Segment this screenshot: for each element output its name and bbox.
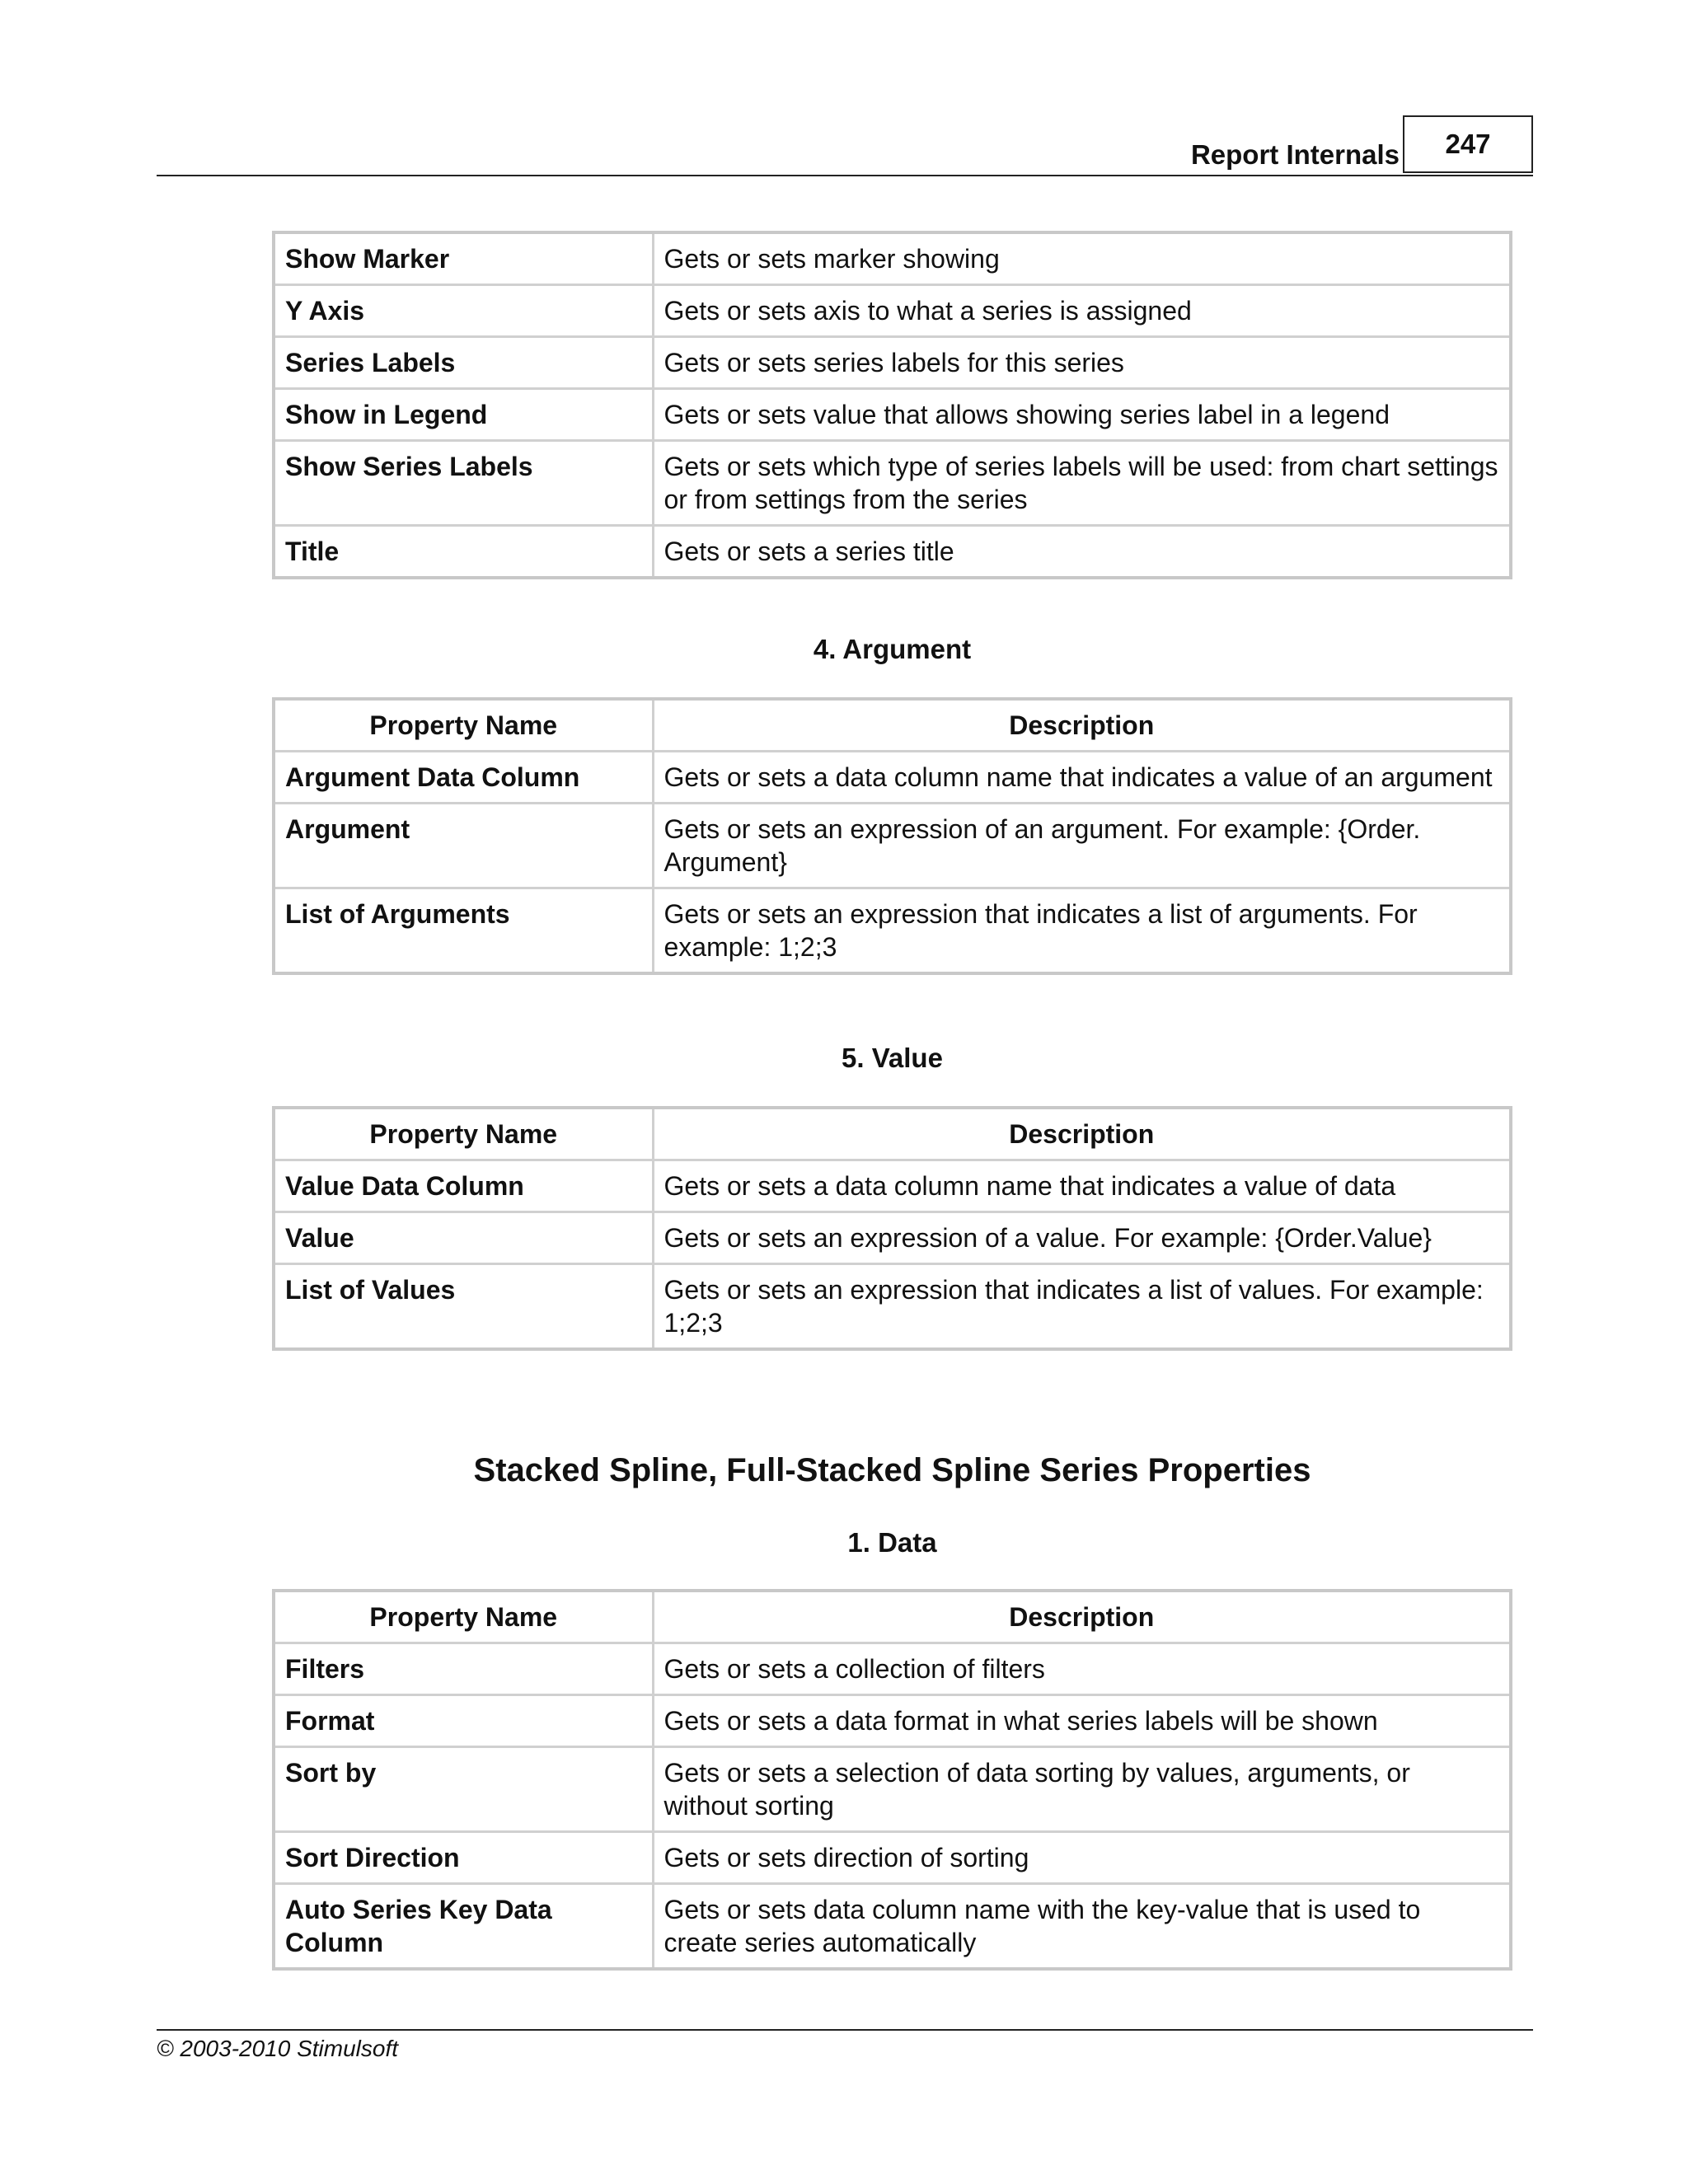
property-description: Gets or sets marker showing: [653, 232, 1511, 285]
property-name: Argument: [274, 804, 653, 888]
table-header-row: [274, 699, 1511, 752]
table-header-row: [274, 1591, 1511, 1643]
property-name: Sort Direction: [274, 1832, 653, 1884]
property-description: Gets or sets an expression of a value. For example: {Order.Value}: [653, 1212, 1511, 1264]
property-description: Gets or sets a data column name that indicates a value of an argument: [653, 752, 1511, 804]
table-row: [274, 285, 1511, 337]
property-description: Gets or sets an expression of an argument. For example: {Order. Argument}: [653, 804, 1511, 888]
property-description: Gets or sets axis to what a series is assigned: [653, 285, 1511, 337]
property-description: Gets or sets an expression that indicates a list of values. For example: 1;2;3: [653, 1264, 1511, 1350]
column-header-description: Description: [653, 699, 1511, 752]
property-description: Gets or sets direction of sorting: [653, 1832, 1511, 1884]
property-description: Gets or sets data column name with the key-value that is used to create series automatically: [653, 1884, 1511, 1970]
property-name: Y Axis: [274, 285, 653, 337]
property-name: List of Arguments: [274, 888, 653, 974]
stacked-spline-title: Stacked Spline, Full-Stacked Spline Series Properties: [473, 1452, 1311, 1488]
table-header-row: [274, 1108, 1511, 1160]
property-name: Show Marker: [274, 232, 653, 285]
header-title: Report Internals: [1190, 139, 1400, 170]
column-header-name: Property Name: [274, 1591, 653, 1643]
table-row: [274, 389, 1511, 441]
property-description: Gets or sets value that allows showing series label in a legend: [653, 389, 1511, 441]
property-name: Auto Series Key Data Column: [274, 1884, 653, 1970]
property-description: Gets or sets which type of series labels will be used: from chart settings or from settings from the series: [653, 441, 1511, 526]
table-row: [274, 1264, 1511, 1350]
series-properties-table: [272, 231, 1512, 579]
table-row: [274, 337, 1511, 389]
table-row: [274, 1212, 1511, 1264]
property-name: Filters: [274, 1643, 653, 1695]
property-name: Format: [274, 1695, 653, 1747]
property-name: Title: [274, 526, 653, 579]
column-header-description: Description: [653, 1591, 1511, 1643]
page-header: [157, 115, 1533, 176]
column-header-description: Description: [653, 1108, 1511, 1160]
property-description: Gets or sets a collection of filters: [653, 1643, 1511, 1695]
property-description: Gets or sets an expression that indicates a list of arguments. For example: 1;2;3: [653, 888, 1511, 974]
property-name: Value Data Column: [274, 1160, 653, 1212]
property-description: Gets or sets a data format in what series labels will be shown: [653, 1695, 1511, 1747]
table-row: [274, 1832, 1511, 1884]
table-row: [274, 232, 1511, 285]
value-table: [272, 1106, 1512, 1351]
property-name: Show in Legend: [274, 389, 653, 441]
table-row: [274, 752, 1511, 804]
value-heading: 5. Value: [842, 1043, 943, 1073]
table-row: [274, 1160, 1511, 1212]
argument-heading: 4. Argument: [813, 634, 972, 664]
table-row: [274, 1643, 1511, 1695]
table-row: [274, 441, 1511, 526]
property-name: Series Labels: [274, 337, 653, 389]
table-row: [274, 526, 1511, 579]
page-number: 247: [1403, 115, 1533, 173]
column-header-name: Property Name: [274, 1108, 653, 1160]
data-table: [272, 1589, 1512, 1971]
table-row: [274, 1747, 1511, 1832]
argument-table: [272, 697, 1512, 975]
property-description: Gets or sets series labels for this series: [653, 337, 1511, 389]
property-name: Show Series Labels: [274, 441, 653, 526]
footer-rule: [157, 2029, 1533, 2031]
property-name: Argument Data Column: [274, 752, 653, 804]
table-row: [274, 888, 1511, 974]
table-row: [274, 804, 1511, 888]
table-row: [274, 1884, 1511, 1970]
property-name: List of Values: [274, 1264, 653, 1350]
column-header-name: Property Name: [274, 699, 653, 752]
property-description: Gets or sets a series title: [653, 526, 1511, 579]
table-row: [274, 1695, 1511, 1747]
property-name: Value: [274, 1212, 653, 1264]
property-description: Gets or sets a data column name that indicates a value of data: [653, 1160, 1511, 1212]
footer-copyright: © 2003-2010 Stimulsoft: [157, 2036, 399, 2061]
data-heading: 1. Data: [847, 1527, 937, 1558]
property-name: Sort by: [274, 1747, 653, 1832]
property-description: Gets or sets a selection of data sorting by values, arguments, or without sorting: [653, 1747, 1511, 1832]
